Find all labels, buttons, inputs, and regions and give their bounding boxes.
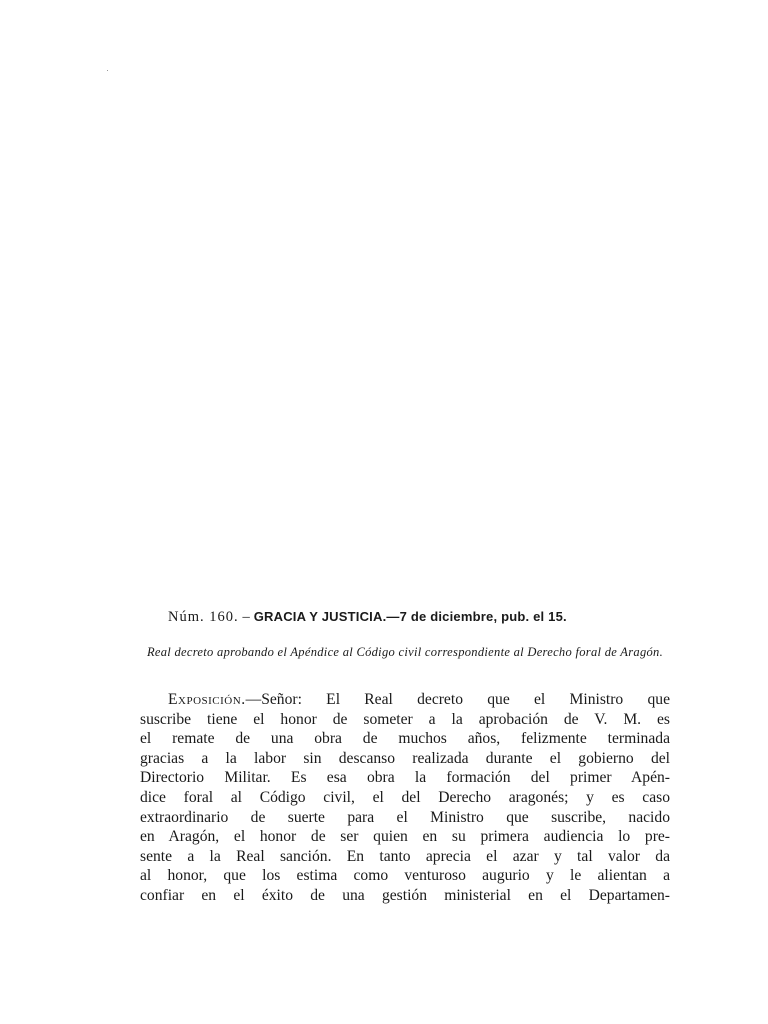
text-line (140, 690, 670, 710)
text-line: Directorio Militar. Es esa obra la formación del primer Apén- (140, 769, 670, 787)
text-line-content: —Señor: El Real decreto que el Ministro que (245, 691, 670, 708)
decree-date: —7 de diciembre, pub. el 15. (386, 609, 567, 624)
ministry-title: GRACIA Y JUSTICIA. (253, 609, 387, 624)
exposition-lead: Exposición. (168, 691, 246, 708)
text-line: al honor, que los estima como venturoso augurio y le alientan a (140, 867, 670, 885)
decree-number: Núm. 160. (168, 609, 239, 625)
text-line: sente a la Real sanción. En tanto aprecia el azar y tal valor da (140, 847, 670, 865)
text-line: extraordinario de suerte para el Ministro que suscribe, nacido (140, 808, 670, 826)
text-line: dice foral al Código civil, el del Derecho aragonés; y es caso (140, 788, 670, 806)
text-line: en Aragón, el honor de ser quien en su primera audiencia lo pre- (140, 828, 670, 846)
decree-subtitle: Real decreto aprobando el Apéndice al Código civil correspondiente al Derecho foral de Aragón. (146, 645, 664, 659)
text-line: el remate de una obra de muchos años, felizmente terminada (140, 730, 670, 748)
text-line: gracias a la labor sin descanso realizada durante el gobierno del (140, 749, 670, 767)
scan-speck (107, 70, 108, 71)
text-line: confiar en el éxito de una gestión ministerial en el Departamen- (140, 886, 670, 904)
exposition-text (140, 690, 670, 906)
decree-heading (168, 607, 648, 627)
heading-separator: – (238, 609, 254, 625)
text-line: suscribe tiene el honor de someter a la aprobación de V. M. es (140, 710, 670, 728)
